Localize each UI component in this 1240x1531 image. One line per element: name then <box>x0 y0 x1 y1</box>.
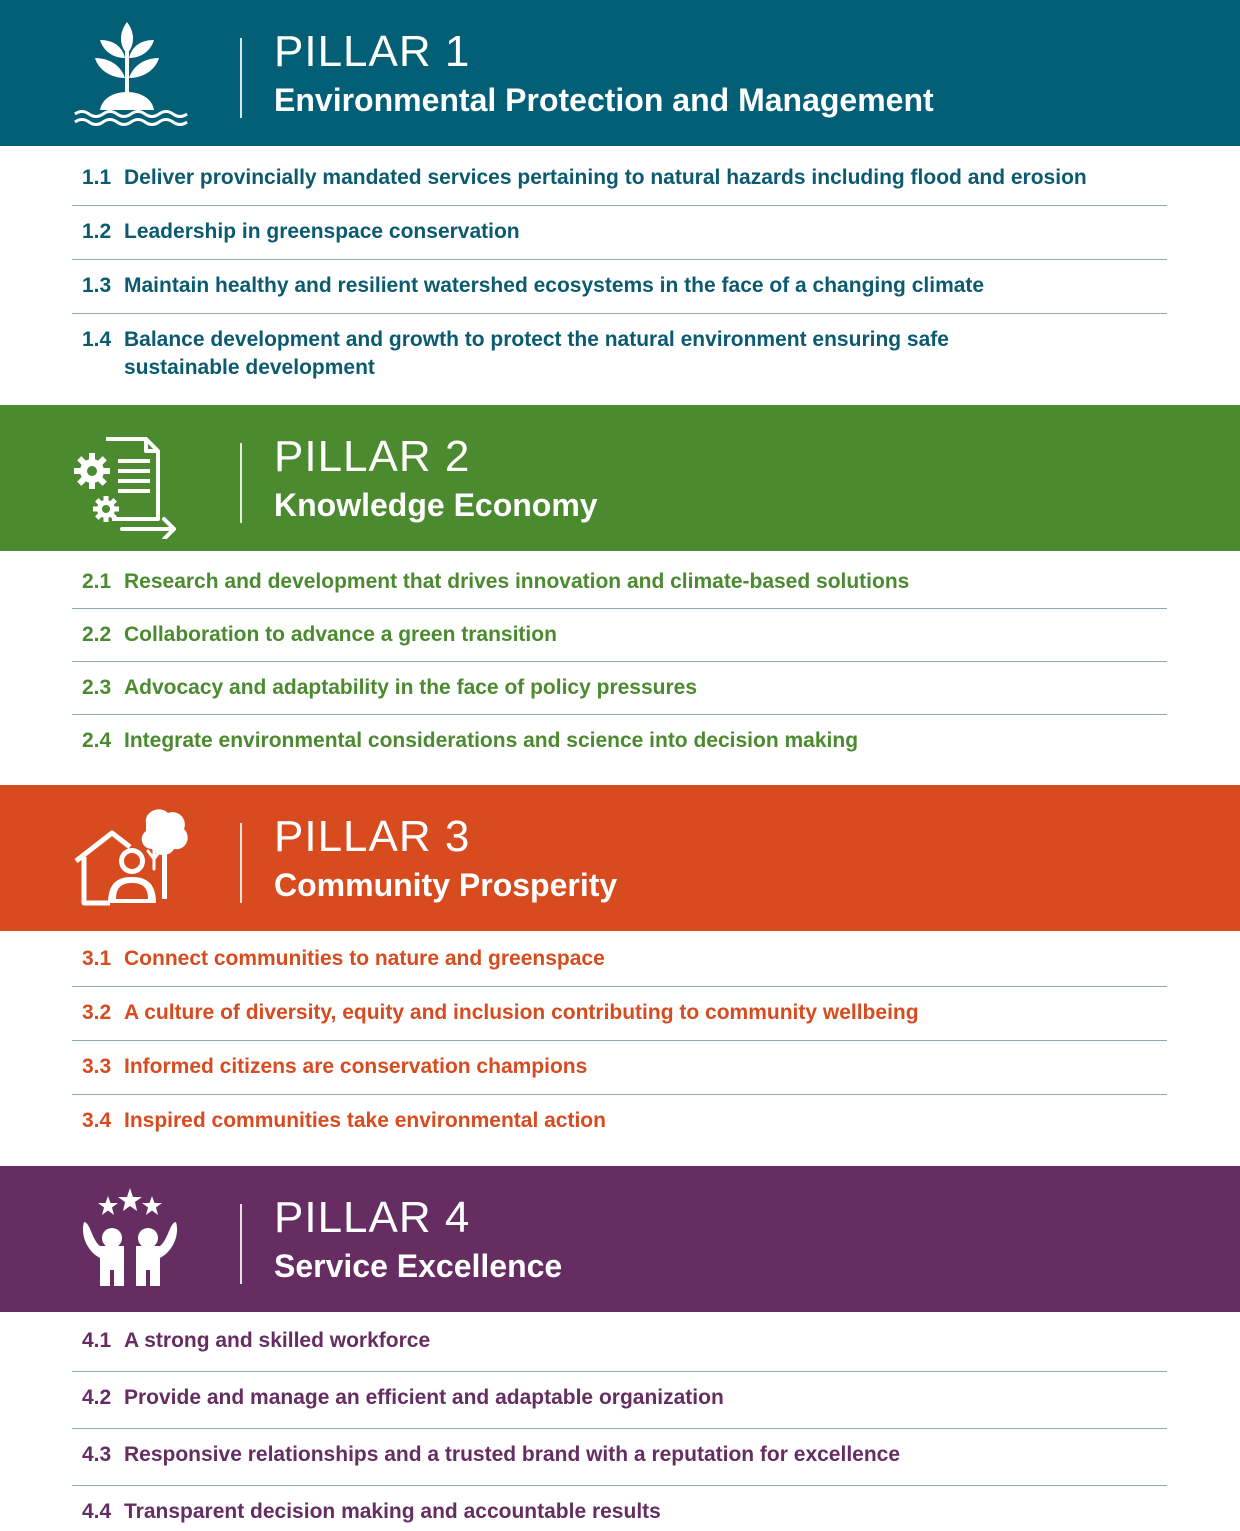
goal-number: 1.1 <box>82 166 112 189</box>
pillar-3-header <box>0 785 1240 931</box>
goal-number: 3.3 <box>82 1055 112 1078</box>
goal-item <box>72 260 1167 314</box>
goal-item <box>72 556 1167 609</box>
pillar-title: Knowledge Economy <box>274 487 598 523</box>
goal-number: 1.2 <box>82 220 112 243</box>
goal-item <box>72 715 1167 767</box>
goal-number: 4.3 <box>82 1443 112 1466</box>
goal-number: 3.4 <box>82 1109 112 1132</box>
pillar-4-header <box>0 1166 1240 1312</box>
document-gears-icon <box>70 419 190 539</box>
pillar-3-goals <box>72 933 1167 1148</box>
goal-item <box>72 933 1167 987</box>
pillar-title: Environmental Protection and Management <box>274 82 934 118</box>
home-person-tree-icon <box>70 799 190 919</box>
goal-item <box>72 609 1167 662</box>
goal-text: Provide and manage an efficient and adaptable organization <box>124 1386 724 1409</box>
goal-text: Inspired communities take environmental action <box>124 1109 606 1132</box>
pillar-title: Community Prosperity <box>274 867 618 903</box>
goal-text: Collaboration to advance a green transition <box>124 623 557 646</box>
goal-number: 1.3 <box>82 274 112 297</box>
pillar-label: PILLAR 2 <box>274 432 471 481</box>
goal-number: 4.1 <box>82 1329 112 1352</box>
pillar-label: PILLAR 4 <box>274 1193 471 1242</box>
pillar-4-goals <box>72 1315 1167 1531</box>
plant-sprout-icon <box>70 14 190 134</box>
goal-text: Advocacy and adaptability in the face of policy pressures <box>124 676 698 699</box>
pillar-label: PILLAR 3 <box>274 812 471 861</box>
goal-text: Maintain healthy and resilient watershed ecosystems in the face of a changing climate <box>124 274 985 297</box>
goal-number: 3.2 <box>82 1001 112 1024</box>
goal-text: A strong and skilled workforce <box>124 1329 431 1352</box>
pillar-label: PILLAR 1 <box>274 27 471 76</box>
goal-text: Integrate environmental considerations and science into decision making <box>124 729 859 752</box>
goal-text: Leadership in greenspace conservation <box>124 220 520 243</box>
goal-number: 4.4 <box>82 1500 112 1523</box>
goal-item <box>72 152 1167 206</box>
goal-item <box>72 314 1167 395</box>
goal-text: Research and development that drives innovation and climate-based solutions <box>124 570 910 593</box>
goal-item <box>72 987 1167 1041</box>
goal-number: 2.4 <box>82 729 112 752</box>
goal-number: 2.3 <box>82 676 112 699</box>
goal-text: Deliver provincially mandated services pertaining to natural hazards including flood and erosion <box>124 166 1087 189</box>
goal-item <box>72 1041 1167 1095</box>
pillar-2-header <box>0 405 1240 551</box>
goal-item <box>72 662 1167 715</box>
goal-number: 1.4 <box>82 328 112 351</box>
goal-text: Connect communities to nature and greenspace <box>124 947 605 970</box>
header-divider <box>240 443 242 523</box>
pillar-1-header <box>0 0 1240 146</box>
goal-text: Transparent decision making and accountable results <box>124 1500 661 1523</box>
header-divider <box>240 38 242 118</box>
header-divider <box>240 823 242 903</box>
goal-text: A culture of diversity, equity and inclusion contributing to community wellbeing <box>124 1001 919 1024</box>
goal-text: Informed citizens are conservation champions <box>124 1055 588 1078</box>
goal-item <box>72 1372 1167 1429</box>
pillar-1-goals <box>72 152 1167 395</box>
people-stars-icon <box>70 1180 190 1300</box>
goal-item <box>72 1095 1167 1148</box>
header-divider <box>240 1204 242 1284</box>
pillar-title: Service Excellence <box>274 1248 563 1284</box>
goal-text: Balance development and growth to protect the natural environment ensuring safe sustainable development <box>124 328 949 379</box>
goal-number: 2.2 <box>82 623 112 646</box>
goal-item <box>72 206 1167 260</box>
goal-item <box>72 1486 1167 1531</box>
goal-text: Responsive relationships and a trusted brand with a reputation for excellence <box>124 1443 901 1466</box>
goal-number: 4.2 <box>82 1386 112 1409</box>
goal-number: 3.1 <box>82 947 112 970</box>
goal-item <box>72 1315 1167 1372</box>
pillar-2-goals <box>72 556 1167 767</box>
goal-number: 2.1 <box>82 570 112 593</box>
goal-item <box>72 1429 1167 1486</box>
